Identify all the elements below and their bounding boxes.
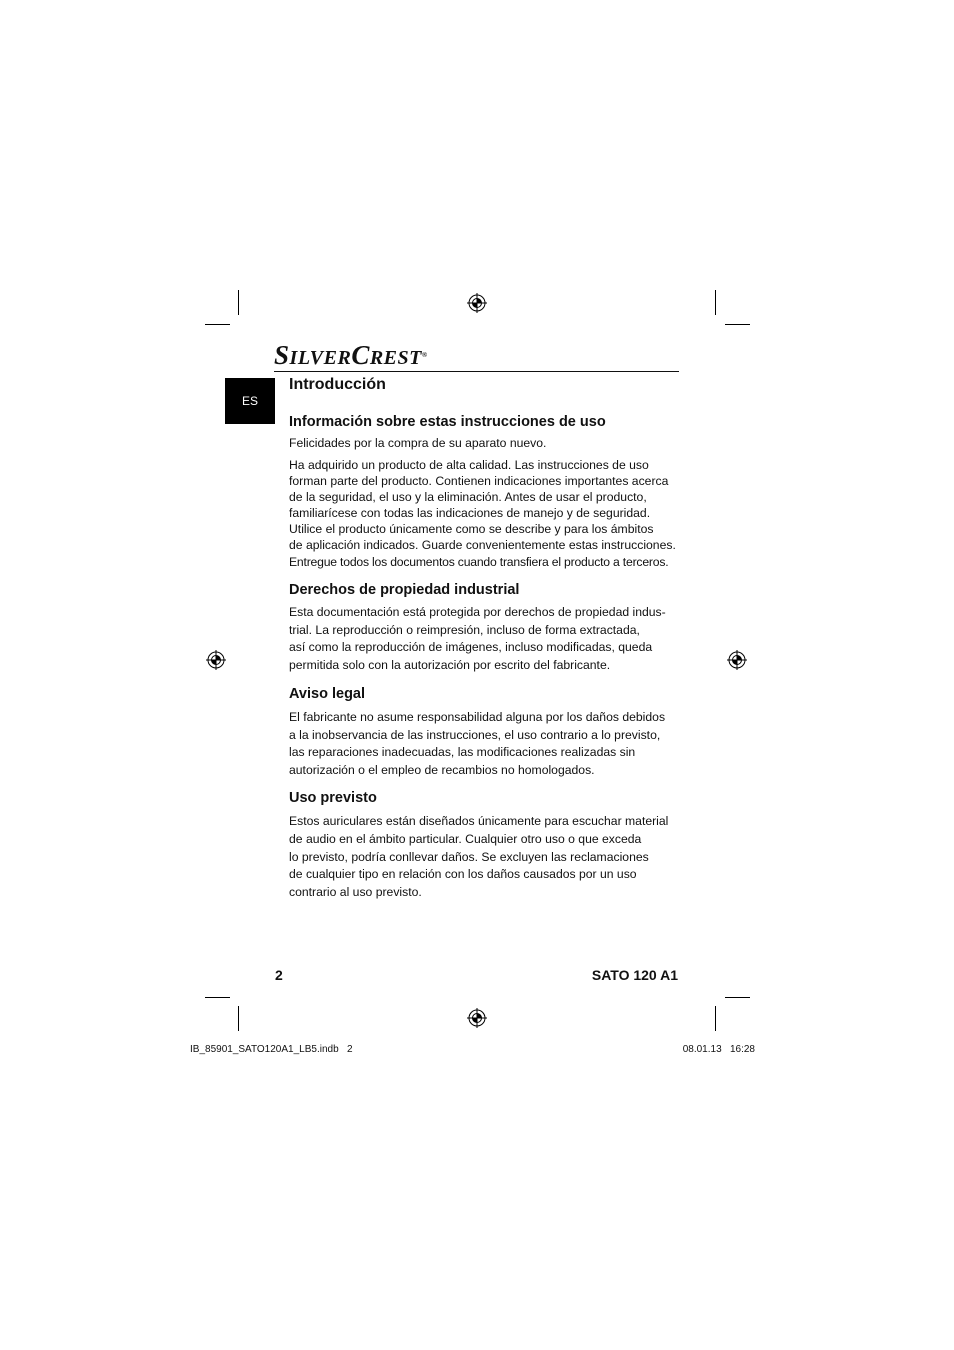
registration-mark-icon	[467, 293, 487, 313]
print-slug-file: IB_85901_SATO120A1_LB5.indb 2	[190, 1044, 353, 1055]
crop-mark-bottom-right-vertical	[715, 1006, 716, 1031]
header-rule	[274, 371, 679, 372]
crop-mark-top-right-horizontal	[725, 324, 750, 325]
paragraph: Ha adquirido un producto de alta calidad. Las instrucciones de uso forman parte del producto. Contienen indicaciones importantes acerca de la seguridad, el uso y la eliminación. Antes de usar el producto, familiarícese con todas las indicaciones de manejo y de seguridad. Utilice el producto únicamente como se describe y para los ámbitos de aplicación indicados. Guarde convenientemente estas instrucciones. Entregue todos los documentos cuando transfiera el producto a terceros.	[289, 458, 676, 569]
section-heading: Derechos de propiedad industrial	[289, 582, 520, 598]
registration-mark-icon	[727, 650, 747, 670]
page-title: Introducción	[289, 376, 386, 393]
language-tab: ES	[225, 378, 275, 424]
crop-mark-top-left-horizontal	[205, 324, 230, 325]
paragraph: Esta documentación está protegida por derechos de propiedad indus- trial. La reproducción o reimpresión, incluso de forma extractada, así como la reproducción de imágenes, incluso modificadas, queda permitida solo con la autorización por escrito del fabricante.	[289, 605, 666, 672]
paragraph: El fabricante no asume responsabilidad alguna por los daños debidos a la inobservancia de las instrucciones, el uso contrario a lo previsto, las reparaciones inadecuadas, las modificaciones realizadas sin autorización o el empleo de recambios no homologados.	[289, 710, 666, 777]
paragraph: Felicidades por la compra de su aparato nuevo.	[289, 436, 547, 450]
section-heading: Aviso legal	[289, 686, 366, 702]
paragraph: Estos auriculares están diseñados únicamente para escuchar material de audio en el ámbito particular. Cualquier otro uso o que exceda lo previsto, podría conllevar daños. Se excluyen las reclamaciones de cualquier tipo en relación con los daños causados por un uso contrario al uso previsto.	[289, 814, 669, 900]
print-slug-date: 08.01.13 16:28	[682, 1044, 755, 1055]
section-heading: Información sobre estas instrucciones de uso	[289, 414, 606, 430]
crop-mark-bottom-left-horizontal	[205, 997, 230, 998]
crop-mark-bottom-left-vertical	[238, 1006, 239, 1031]
crop-mark-top-left-vertical	[238, 290, 239, 315]
section-heading: Uso previsto	[289, 790, 377, 806]
crop-mark-top-right-vertical	[715, 290, 716, 315]
registration-mark-icon	[467, 1008, 487, 1028]
crop-mark-bottom-right-horizontal	[725, 997, 750, 998]
brand-logo: SILVERCREST®	[274, 340, 428, 370]
page-number: 2	[275, 967, 283, 983]
registration-mark-icon	[206, 650, 226, 670]
model-name: SATO 120 A1	[591, 967, 678, 983]
